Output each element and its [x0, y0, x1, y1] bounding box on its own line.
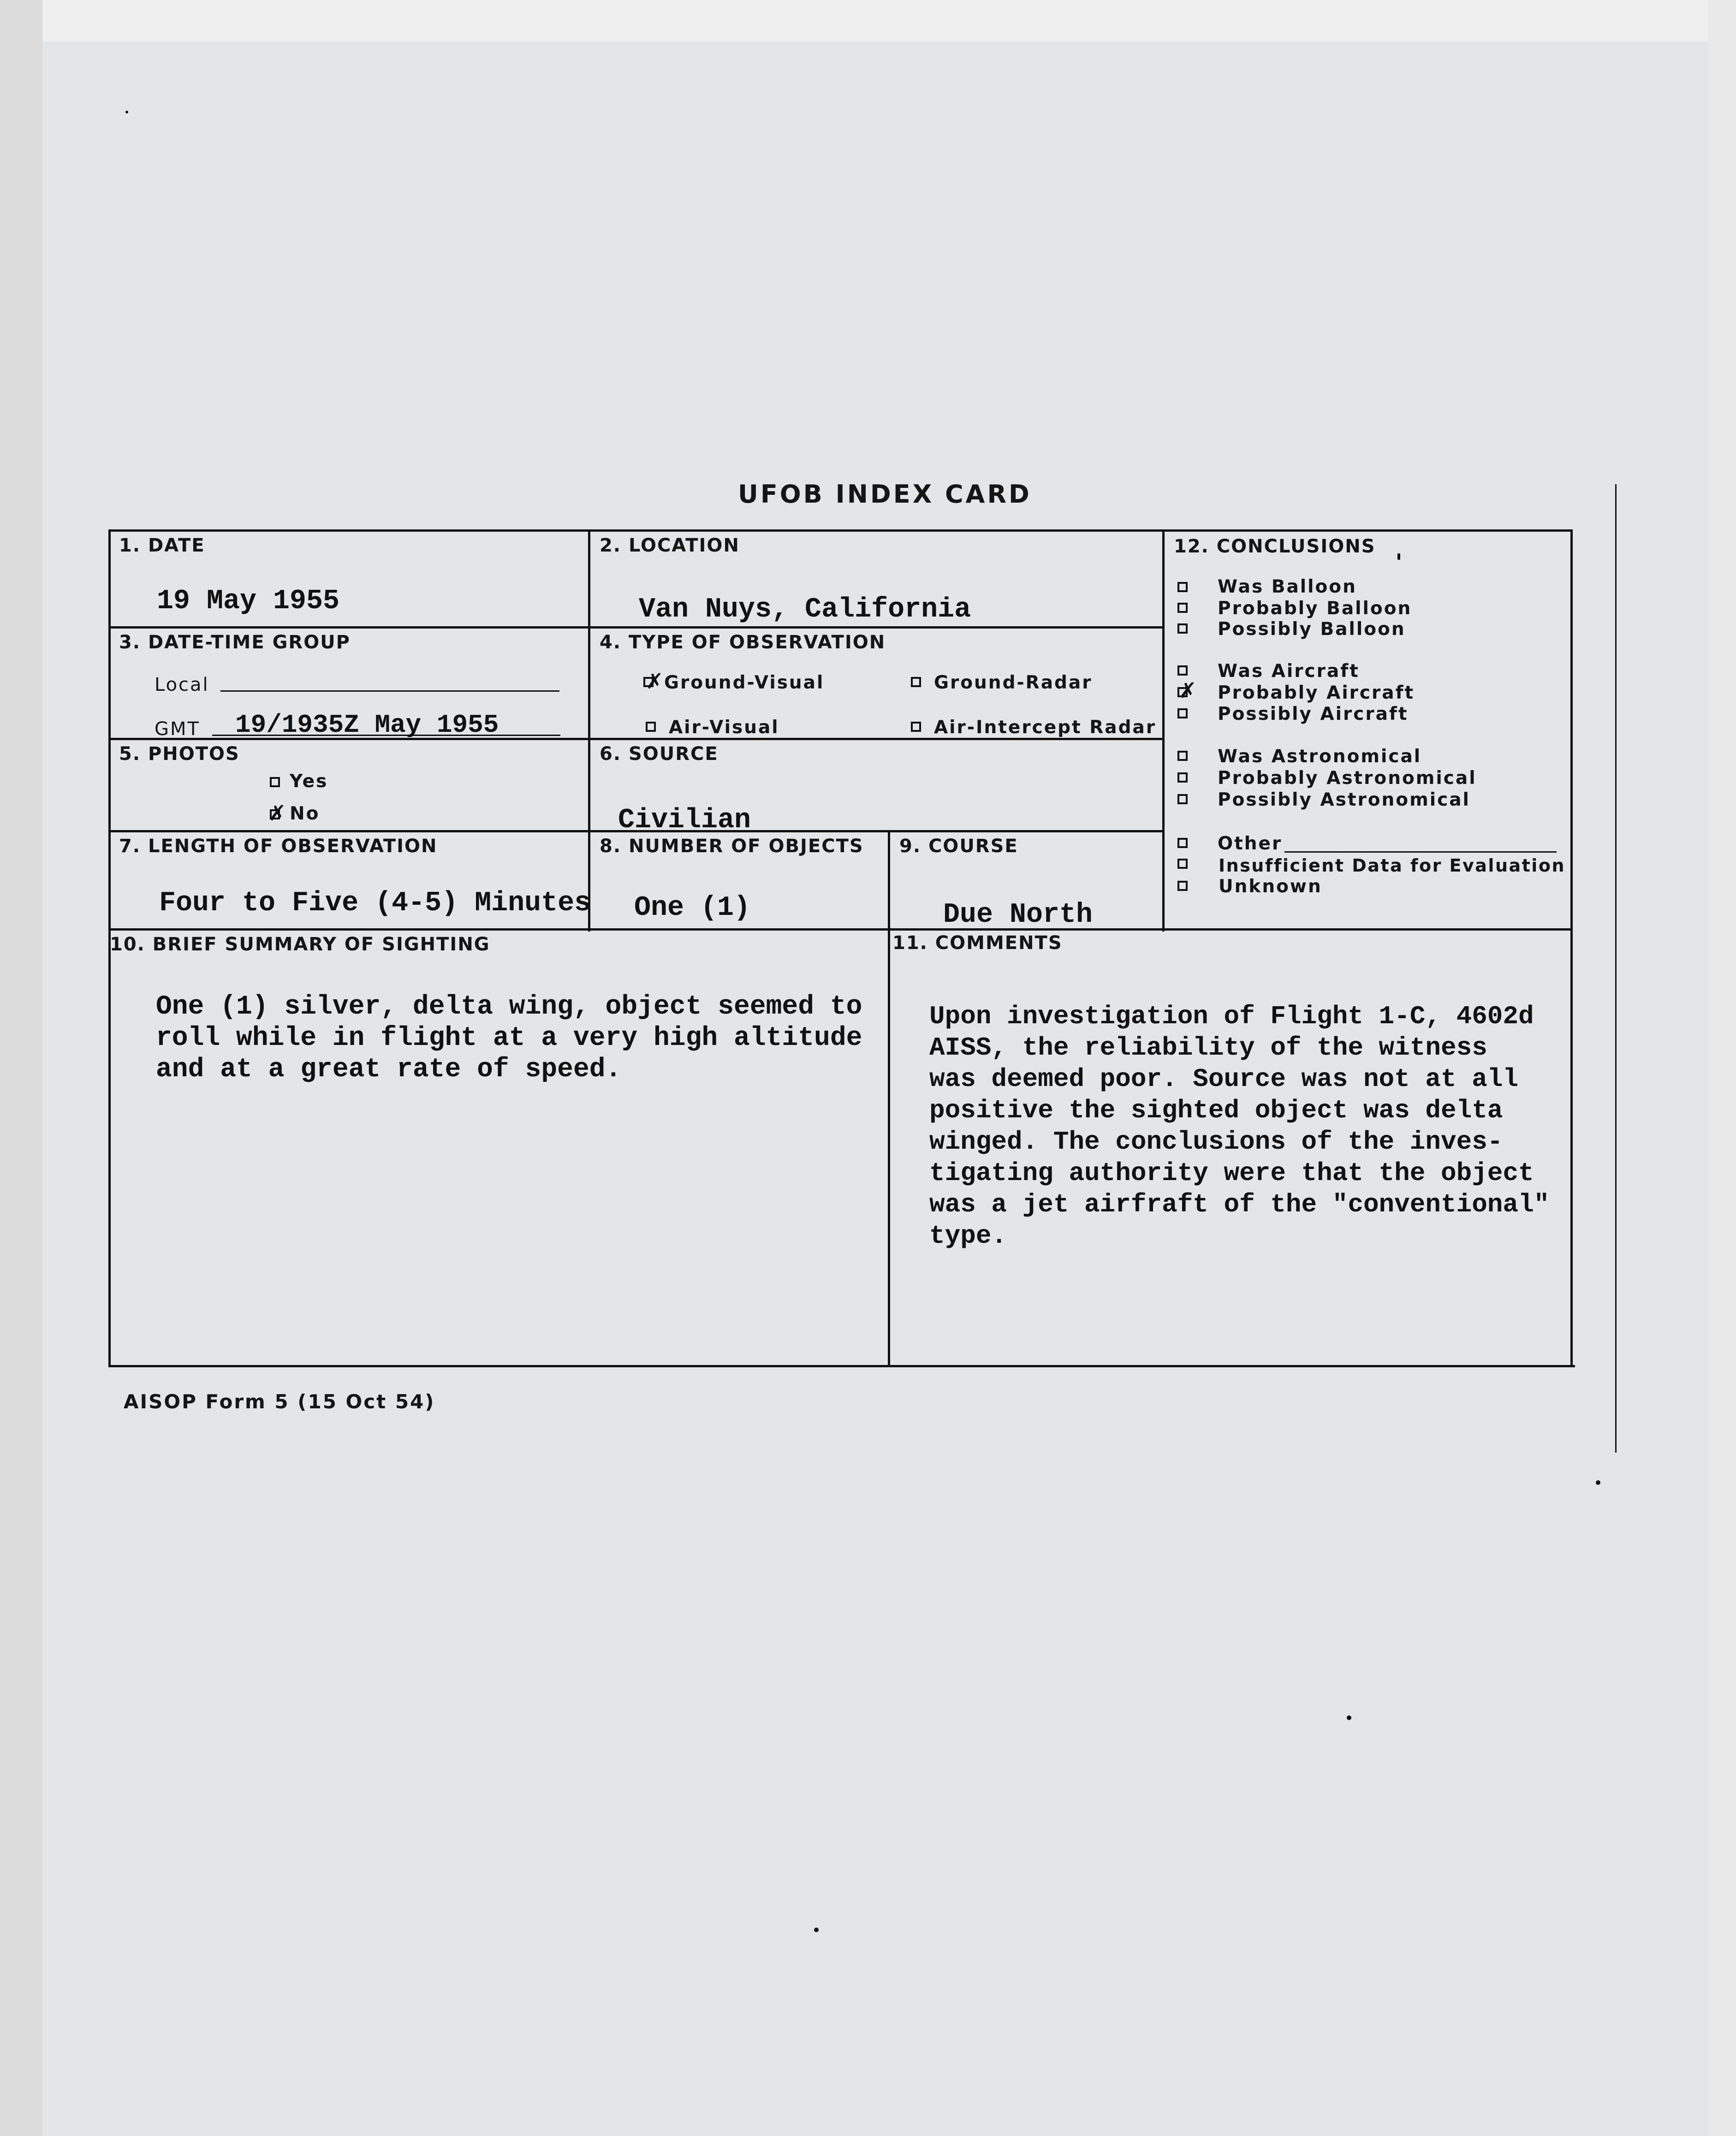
form-footer: AISOP Form 5 (15 Oct 54): [124, 1390, 435, 1413]
type-of-observation-label: 4. TYPE OF OBSERVATION: [600, 632, 886, 653]
option-label: Possibly Astronomical: [1218, 789, 1470, 810]
comment-line: was deemed poor. Source was not at all: [929, 1064, 1519, 1094]
comment-line: type.: [929, 1221, 1007, 1251]
option-label: Was Balloon: [1218, 576, 1357, 597]
option-label: Ground-Visual: [664, 672, 825, 693]
comment-line: AISS, the reliability of the witness: [929, 1033, 1487, 1062]
conclusions-label: 12. CONCLUSIONS: [1174, 536, 1376, 557]
option-label: Insufficient Data for Evaluation: [1219, 855, 1565, 876]
comment-line: tigating authority were that the object: [929, 1158, 1534, 1188]
card-title: UFOB INDEX CARD: [738, 480, 1032, 509]
gmt-value: 19/1935Z May 1955: [235, 710, 499, 740]
scan-speck: [1397, 553, 1400, 560]
scan-border-top: [0, 0, 1736, 42]
checkbox[interactable]: [270, 777, 280, 787]
option-label: No: [290, 803, 320, 824]
other-line: [1284, 851, 1557, 853]
checkbox[interactable]: [911, 677, 921, 687]
scan-speck: [1347, 1715, 1351, 1720]
option-label: Possibly Balloon: [1218, 619, 1406, 640]
comment-line: winged. The conclusions of the inves-: [929, 1127, 1503, 1157]
checkbox[interactable]: [1177, 665, 1188, 676]
date-value: 19 May 1955: [157, 586, 340, 617]
checkbox[interactable]: [1177, 751, 1188, 761]
summary-line: and at a great rate of speed.: [156, 1055, 622, 1085]
checkbox[interactable]: [911, 722, 921, 732]
option-label: Probably Astronomical: [1218, 768, 1477, 789]
checkbox[interactable]: [646, 722, 656, 732]
option-label: Unknown: [1219, 876, 1322, 897]
scan-speck: [814, 1928, 819, 1932]
course-value: Due North: [943, 899, 1093, 931]
option-label: Other: [1218, 833, 1283, 854]
option-label: Probably Balloon: [1218, 598, 1412, 619]
checkbox[interactable]: [1177, 772, 1188, 783]
local-line: [220, 690, 559, 692]
checkbox[interactable]: [1177, 838, 1188, 848]
option-label: Possibly Aircraft: [1218, 704, 1409, 724]
location-value: Van Nuys, California: [639, 594, 971, 625]
option-label: Ground-Radar: [934, 672, 1093, 693]
scan-border-left: [0, 0, 42, 2136]
date-label: 1. DATE: [119, 535, 205, 556]
check-mark-icon: ✗: [1179, 678, 1197, 703]
comments-label: 11. COMMENTS: [892, 932, 1063, 954]
source-value: Civilian: [618, 805, 751, 836]
checkbox[interactable]: [1177, 582, 1188, 592]
option-label: Air-Intercept Radar: [934, 717, 1157, 738]
local-label: Local: [155, 674, 209, 695]
summary-line: One (1) silver, delta wing, object seemed to: [156, 992, 862, 1022]
date-time-group-label: 3. DATE-TIME GROUP: [119, 632, 351, 653]
option-label: Probably Aircraft: [1218, 682, 1415, 703]
checkbox[interactable]: [1177, 603, 1188, 613]
source-label: 6. SOURCE: [600, 743, 719, 765]
comment-line: Upon investigation of Flight 1-C, 4602d: [929, 1002, 1534, 1031]
option-label: Yes: [290, 771, 328, 792]
brief-summary-label: 10. BRIEF SUMMARY OF SIGHTING: [110, 934, 490, 955]
checkbox[interactable]: [1177, 881, 1188, 891]
check-mark-icon: ✗: [646, 669, 664, 694]
summary-line: roll while in flight at a very high altitude: [156, 1023, 862, 1053]
check-mark-icon: ✗: [268, 801, 286, 825]
option-label: Was Aircraft: [1218, 661, 1360, 682]
option-label: Was Astronomical: [1218, 746, 1422, 767]
length-of-observation-label: 7. LENGTH OF OBSERVATION: [119, 836, 438, 857]
location-label: 2. LOCATION: [600, 535, 740, 556]
comment-line: positive the sighted object was delta: [929, 1096, 1503, 1125]
gmt-label: GMT: [155, 718, 200, 740]
scan-speck: [1596, 1480, 1600, 1485]
checkbox[interactable]: [1177, 859, 1188, 869]
course-label: 9. COURSE: [899, 836, 1018, 857]
checkbox[interactable]: [1177, 708, 1188, 718]
scan-speck: [125, 111, 128, 113]
checkbox[interactable]: [1177, 794, 1188, 804]
checkbox[interactable]: [1177, 623, 1188, 634]
number-of-objects-label: 8. NUMBER OF OBJECTS: [600, 836, 864, 857]
comment-line: was a jet airfraft of the "conventional": [929, 1190, 1550, 1219]
number-of-objects-value: One (1): [634, 892, 751, 924]
length-of-observation-value: Four to Five (4-5) Minutes: [159, 888, 591, 919]
photos-label: 5. PHOTOS: [119, 743, 240, 765]
scan-border-right: [1708, 0, 1736, 2136]
option-label: Air-Visual: [669, 717, 779, 738]
